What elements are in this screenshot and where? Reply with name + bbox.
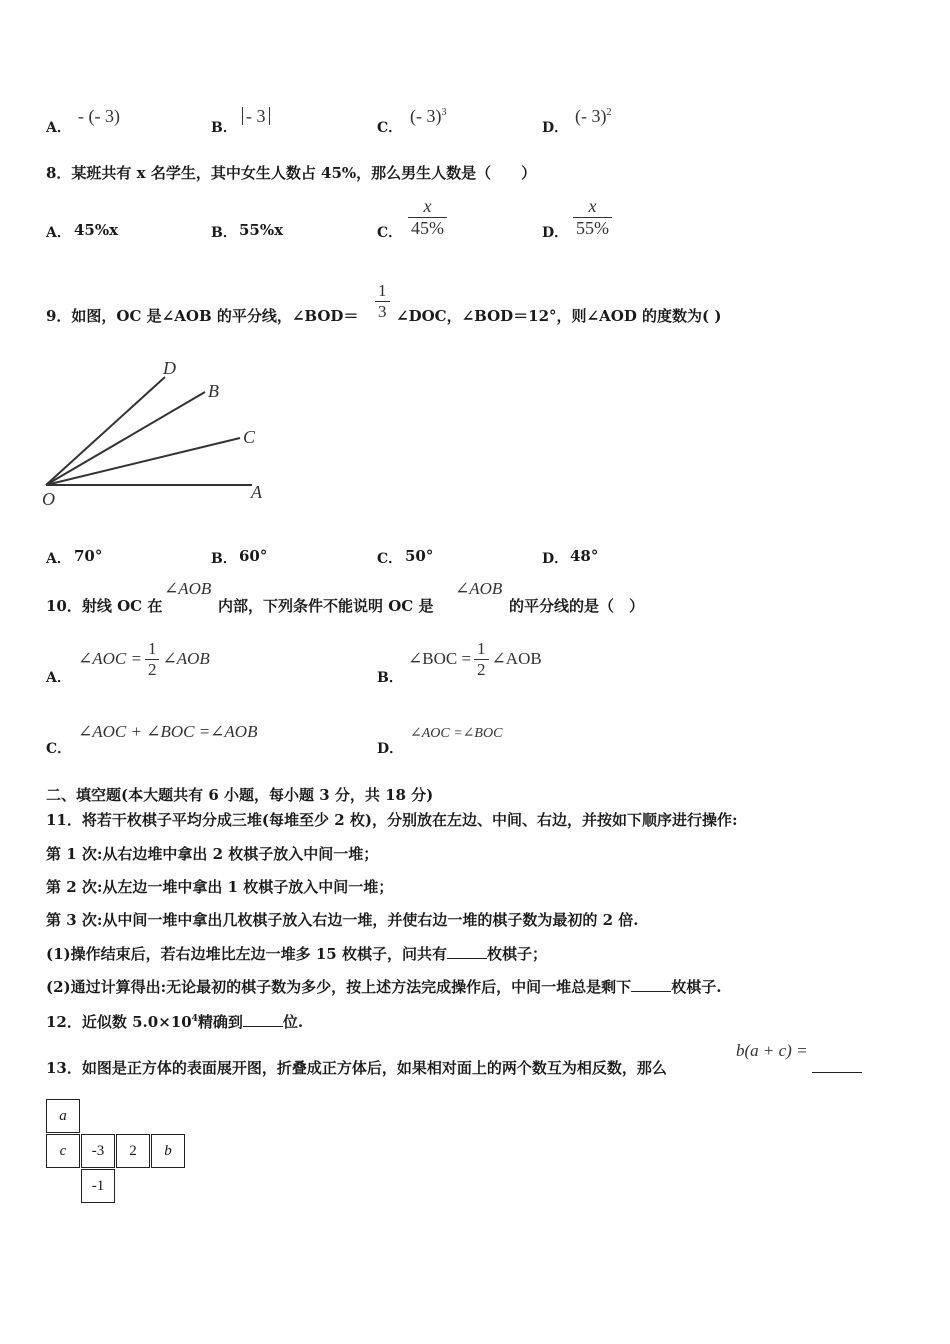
net-cell-minus-3: -3 [81, 1134, 115, 1168]
q10-option-d-expr: ∠AOC =∠BOC [410, 726, 503, 741]
q8-option-d-label: D． [542, 225, 569, 241]
label-a: A [251, 482, 262, 502]
net-cell-c: c [46, 1134, 80, 1168]
net-cell-b: b [151, 1134, 185, 1168]
q8-option-a: 45%x [74, 221, 119, 239]
q7-option-a-expr: - (- 3) [78, 106, 120, 126]
q8-option-b-label: B． [211, 225, 237, 241]
q11-step-2: 第 2 次:从左边一堆中拿出 1 枚棋子放入中间一堆； [46, 878, 394, 896]
label-c: C [243, 427, 256, 447]
q13-expression: b(a + c) = [736, 1041, 808, 1060]
q10-stem-1: 10．射线 OC 在 [46, 597, 163, 615]
q9-option-d-label: D． [542, 551, 569, 567]
label-d: D [163, 358, 176, 378]
q9-option-d: 48° [570, 547, 599, 565]
net-cell-2: 2 [116, 1134, 150, 1168]
q7-option-a-label: A． [46, 120, 71, 136]
q11-step-3: 第 3 次:从中间一堆中拿出几枚棋子放入右边一堆，并使右边一堆的棋子数为最初的 2 倍. [46, 911, 639, 929]
q9-stem-pre: 9．如图，OC 是∠AOB 的平分线，∠BOD＝ [46, 307, 359, 325]
section-2-heading: 二、填空题(本大题共有 6 小题，每小题 3 分，共 18 分) [46, 786, 434, 804]
q10-option-c-label: C． [46, 741, 72, 757]
q9-option-a: 70° [74, 547, 103, 565]
q11-part-1: (1)操作结束后，若右边堆比左边一堆多 15 枚棋子，问共有 枚棋子； [46, 945, 547, 963]
ray-od [46, 377, 165, 485]
angle-figure [40, 355, 280, 515]
q8-option-d-fraction: $\frac{x}{55\%}$ [573, 197, 612, 238]
net-cell-a: a [46, 1099, 80, 1133]
q7-option-c-label: C． [377, 120, 403, 136]
q9-stem-post: ∠DOC，∠BOD＝12°，则∠AOD 的度数为( ) [396, 307, 722, 325]
label-b: B [208, 381, 219, 401]
q8-option-c-label: C． [377, 225, 403, 241]
q7-option-b-label: B． [211, 120, 237, 136]
q10-option-b-label: B． [377, 670, 403, 686]
q8-option-c-fraction: $\frac{x}{45\%}$ [408, 197, 447, 238]
answer-blank-q13[interactable] [812, 1058, 862, 1077]
q7-option-c-expr: (- 3)$^3$ [410, 106, 447, 126]
label-o: O [42, 489, 55, 509]
q8-option-a-label: A． [46, 225, 71, 241]
answer-blank-q11-1[interactable] [447, 944, 487, 959]
answer-blank-q12[interactable] [243, 1012, 283, 1027]
q9-option-c-label: C． [377, 551, 403, 567]
q7-option-d-expr: (- 3)$^2$ [575, 106, 612, 126]
q10-option-a-expr: ∠AOC = $\frac{1}{2}$ ∠AOB [78, 639, 210, 679]
ray-oc [46, 438, 240, 485]
q10-option-b-expr: ∠BOC = $\frac{1}{2}$ ∠AOB [408, 639, 542, 679]
q10-option-c-expr: ∠AOC + ∠BOC =∠AOB [78, 722, 258, 741]
q8-option-b: 55%x [239, 221, 284, 239]
ray-ob [46, 392, 205, 485]
q9-option-a-label: A． [46, 551, 71, 567]
q7-option-d-label: D． [542, 120, 569, 136]
q10-stem-3: 的平分线的是（ ） [509, 597, 645, 615]
q10-angle-1: ∠AOB [164, 579, 212, 598]
q8-stem: 8．某班共有 x 名学生，其中女生人数占 45%，那么男生人数是（ ） [46, 164, 537, 182]
q13-stem: 13．如图是正方体的表面展开图，折叠成正方体后，如果相对面上的两个数互为相反数，那么 [46, 1059, 667, 1077]
q10-option-a-label: A． [46, 670, 71, 686]
q10-option-d-label: D． [377, 741, 404, 757]
q11-part-2: (2)通过计算得出:无论最初的棋子数为多少，按上述方法完成操作后，中间一堆总是剩下 枚棋子. [46, 978, 722, 996]
net-cell-minus-1: -1 [81, 1169, 115, 1203]
q12-stem: 12．近似数 $5.0\times 10^4$精确到 位. [46, 1013, 304, 1031]
q10-stem-2: 内部，下列条件不能说明 OC 是 [218, 597, 434, 615]
q9-fraction: $\frac{1}{3}$ [375, 282, 390, 321]
q11-step-1: 第 1 次:从右边堆中拿出 2 枚棋子放入中间一堆； [46, 845, 379, 863]
q9-option-b: 60° [239, 547, 268, 565]
q9-option-b-label: B． [211, 551, 237, 567]
q10-angle-2: ∠AOB [455, 579, 503, 598]
q7-option-b-expr: - 3 [242, 106, 270, 127]
q9-option-c: 50° [405, 547, 434, 565]
answer-blank-q11-2[interactable] [631, 977, 671, 992]
q11-stem: 11．将若干枚棋子平均分成三堆(每堆至少 2 枚)，分别放在左边、中间、右边，并按如下顺序进行操作: [46, 811, 738, 829]
